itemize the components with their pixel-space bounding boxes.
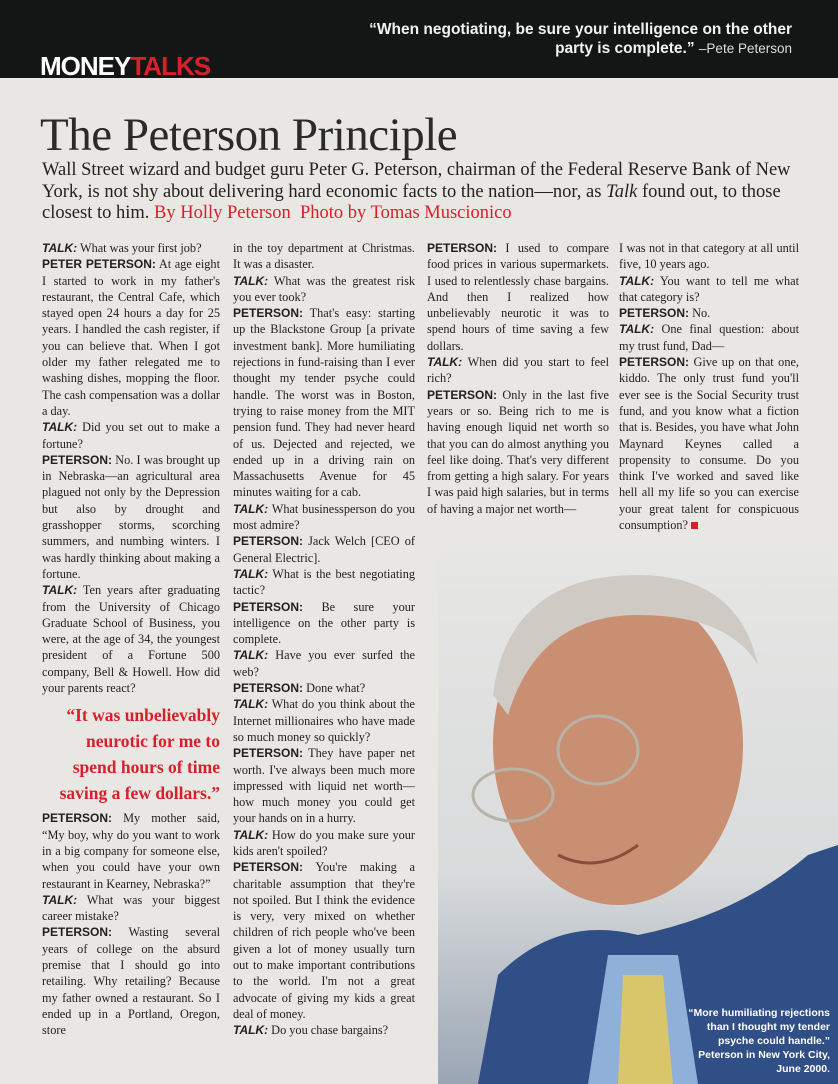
header-quote xyxy=(352,20,792,58)
interview-paragraph xyxy=(42,256,220,419)
interview-paragraph xyxy=(233,305,415,501)
paragraph-text: That's easy: starting up the Blackstone Group [a private investment bank]. More humiliating rejections in fund-raising than I ever thought my tender psyche could handle. The worst was in Boston, trying to raise money from the MIT pension fund. They had never heard of us. Dejected and rejected, we ended up in a driving rain on Massachusetts Avenue for 45 minutes waiting for a cab. xyxy=(233,306,415,500)
interview-paragraph xyxy=(233,827,415,860)
interview-paragraph xyxy=(233,745,415,826)
paragraph-text: Do you chase bargains? xyxy=(268,1023,389,1038)
interview-paragraph xyxy=(42,810,220,891)
paragraph-text: Wasting several years of college on the absurd premise that I should go into retailing. Why retailing? Because my father owned a restaurant. So I ended up in a Portland, Oregon, store xyxy=(42,925,220,1038)
paragraph-text: My mother said, “My boy, why do you want to work in a big company for someone else, when you could have your own restaurant in Kearney, Nebraska?” xyxy=(42,811,220,891)
interview-paragraph xyxy=(42,240,220,256)
portrait-illustration xyxy=(438,555,838,1084)
byline: By Holly Peterson xyxy=(154,203,291,223)
speaker-label: TALK: xyxy=(233,566,269,581)
speaker-label: PETERSON: xyxy=(233,860,304,875)
section-logo-money: MONEY xyxy=(40,51,131,81)
paragraph-text: in the toy department at Christmas. It was a disaster. xyxy=(233,241,415,272)
speaker-label: PETERSON: xyxy=(619,355,690,370)
interview-paragraph xyxy=(42,419,220,452)
paragraph-text: One final question: about my trust fund, Dad— xyxy=(619,322,799,353)
paragraph-text: Give up on that one, kiddo. The only trust fund you'll ever see is the Social Security trust fund, and you know what a fiction that is. Besides, you have what John Maynard Keynes called a propensity to consume. Do you think I've worked and saved like hell all my life so you can exercise your great talent for conspicuous consumption? xyxy=(619,355,799,533)
interview-paragraph xyxy=(233,1022,415,1038)
interview-paragraph xyxy=(42,892,220,925)
speaker-label: PETERSON: xyxy=(427,241,498,255)
interview-paragraph xyxy=(619,240,799,273)
speaker-label: PETERSON: xyxy=(233,306,304,321)
interview-paragraph xyxy=(619,273,799,306)
paragraph-text: You're making a charitable assumption that they're not spoiled. But I think the evidence is very, very mixed on whether children of rich people who've been given a lot of money usually turn out to make important contributions to the world. I'm not a great advocate of giving my kids a great deal of money. xyxy=(233,860,415,1021)
paragraph-text: No. xyxy=(689,306,711,321)
speaker-label: PETER PETERSON: xyxy=(42,257,156,272)
speaker-label: PETERSON: xyxy=(42,452,113,467)
speaker-label: PETERSON: xyxy=(42,925,113,940)
speaker-label: TALK: xyxy=(233,827,269,842)
paragraph-text: What businessperson do you most admire? xyxy=(233,501,415,533)
photo-caption: “More humiliating rejections than I thought my tender psyche could handle.” Peterson in New York City, June 2000. xyxy=(688,1007,830,1075)
paragraph-text: What is the best negotiating tactic? xyxy=(233,566,415,598)
paragraph-text: Did you set out to make a fortune? xyxy=(42,420,220,451)
deck-italic: Talk xyxy=(606,181,638,202)
header-quote-text: “When negotiating, be sure your intelligence on the other party is complete.” xyxy=(369,21,792,57)
interview-paragraph xyxy=(619,305,799,321)
speaker-label: TALK: xyxy=(42,241,78,255)
article-title: The Peterson Principle xyxy=(40,109,458,161)
speaker-label: TALK: xyxy=(42,420,78,435)
speaker-label: PETERSON: xyxy=(427,387,498,402)
speaker-label: PETERSON: xyxy=(619,306,690,321)
section-logo xyxy=(40,52,210,80)
paragraph-text: I used to compare food prices in various supermarkets. I used to relentlessly chase bargains. And then I realized how unbelievably neurotic it was to spend hours of time saving a few dollars. xyxy=(427,241,609,353)
header-quote-attribution: –Pete Peterson xyxy=(698,41,792,56)
column-1 xyxy=(42,240,220,1038)
speaker-label: TALK: xyxy=(233,697,269,712)
paragraph-text: I was not in that category at all until five, 10 years ago. xyxy=(619,241,799,272)
paragraph-text: Done what? xyxy=(303,681,366,696)
paragraph-text: At age eight I started to work in my father's restaurant, the Central Cafe, which stayed open 24 hours a day for 25 years. I handled the cash register, if you can believe that. When I got older my father relegated me to washing dishes, mopping the floor. The cash compensation was a dollar a day. xyxy=(42,257,220,418)
interview-paragraph xyxy=(42,924,220,1038)
paragraph-text: How do you make sure your kids aren't spoiled? xyxy=(233,827,415,858)
interview-paragraph xyxy=(233,566,415,599)
interview-paragraph xyxy=(42,582,220,696)
paragraph-text: What was your first job? xyxy=(77,241,202,255)
interview-paragraph xyxy=(427,240,609,354)
speaker-label: TALK: xyxy=(233,501,269,516)
paragraph-text: Only in the last five years or so. Being rich to me is having enough liquid net worth so that you can do almost anything you feel like doing. That's very different from getting a high salary. For years I was paid high salaries, but in terms of having a major net worth— xyxy=(427,387,609,516)
paragraph-text: No. I was brought up in Nebraska—an agricultural area plagued not only by the Depression but also by drought and grasshopper storms, scorching summers, and numbing winters. I was hardly thinking about making a fortune. xyxy=(42,452,220,581)
interview-paragraph xyxy=(42,452,220,582)
column-4 xyxy=(619,240,799,533)
paragraph-text: When did you start to feel rich? xyxy=(427,355,609,386)
speaker-label: PETERSON: xyxy=(233,681,304,696)
interview-paragraph xyxy=(233,696,415,745)
speaker-label: TALK: xyxy=(619,322,655,337)
interview-paragraph xyxy=(233,533,415,566)
paragraph-text: What was the greatest risk you ever took? xyxy=(233,273,415,304)
interview-paragraph xyxy=(427,387,609,517)
deck-text: Wall Street wizard and budget guru Peter G. Peterson, chairman of the Federal Reserve Bank of New York, is not shy about delivering hard economic facts to the nation—nor, as xyxy=(42,160,791,202)
section-logo-talks: TALKS xyxy=(130,51,211,81)
paragraph-text: What do you think about the Internet millionaires who have made so much money so quickly? xyxy=(233,697,415,744)
interview-paragraph xyxy=(233,240,415,273)
photo-credit: Photo by Tomas Muscionico xyxy=(299,203,512,223)
pull-quote: “It was unbelievably neurotic for me to spend hours of time saving a few dollars.” xyxy=(59,705,220,804)
paragraph-text: Ten years after graduating from the University of Chicago Graduate School of Business, you were, at the age of 34, the youngest president of a Fortune 500 company, Bell & Howell. How did your parents react? xyxy=(42,583,220,696)
column-2 xyxy=(233,240,415,1039)
interview-paragraph xyxy=(233,273,415,306)
speaker-label: TALK: xyxy=(42,892,78,907)
paragraph-text: You want to tell me what that category is? xyxy=(619,273,799,304)
interview-paragraph xyxy=(233,599,415,648)
interview-paragraph xyxy=(619,354,799,533)
speaker-label: PETERSON: xyxy=(42,811,113,826)
speaker-label: TALK: xyxy=(427,355,463,370)
paragraph-text: Jack Welch [CEO of General Electric]. xyxy=(233,534,415,565)
article-deck xyxy=(42,160,812,225)
interview-paragraph xyxy=(233,680,415,696)
paragraph-text: They have paper net worth. I've always been much more impressed with liquid net worth—how much money you could get your hands on in a hurry. xyxy=(233,746,415,826)
speaker-label: PETERSON: xyxy=(233,534,304,549)
speaker-label: TALK: xyxy=(233,273,269,288)
speaker-label: PETERSON: xyxy=(233,746,304,761)
speaker-label: TALK: xyxy=(42,583,78,598)
interview-paragraph xyxy=(233,859,415,1022)
interview-paragraph xyxy=(233,501,415,534)
interview-paragraph xyxy=(619,321,799,354)
column-3 xyxy=(427,240,609,517)
interview-paragraph xyxy=(427,354,609,387)
speaker-label: TALK: xyxy=(619,273,655,288)
interview-paragraph xyxy=(233,647,415,680)
paragraph-text: Be sure your intelligence on the other party is complete. xyxy=(233,599,415,647)
speaker-label: PETERSON: xyxy=(233,599,304,614)
speaker-label: TALK: xyxy=(233,1023,269,1038)
deck-end: found out, to those closest to him. xyxy=(42,181,781,223)
end-mark-icon xyxy=(691,522,698,529)
speaker-label: TALK: xyxy=(233,648,269,663)
paragraph-text: Have you ever surfed the web? xyxy=(233,648,415,679)
paragraph-text: What was your biggest career mistake? xyxy=(42,892,220,924)
portrait-photo xyxy=(438,555,838,1084)
